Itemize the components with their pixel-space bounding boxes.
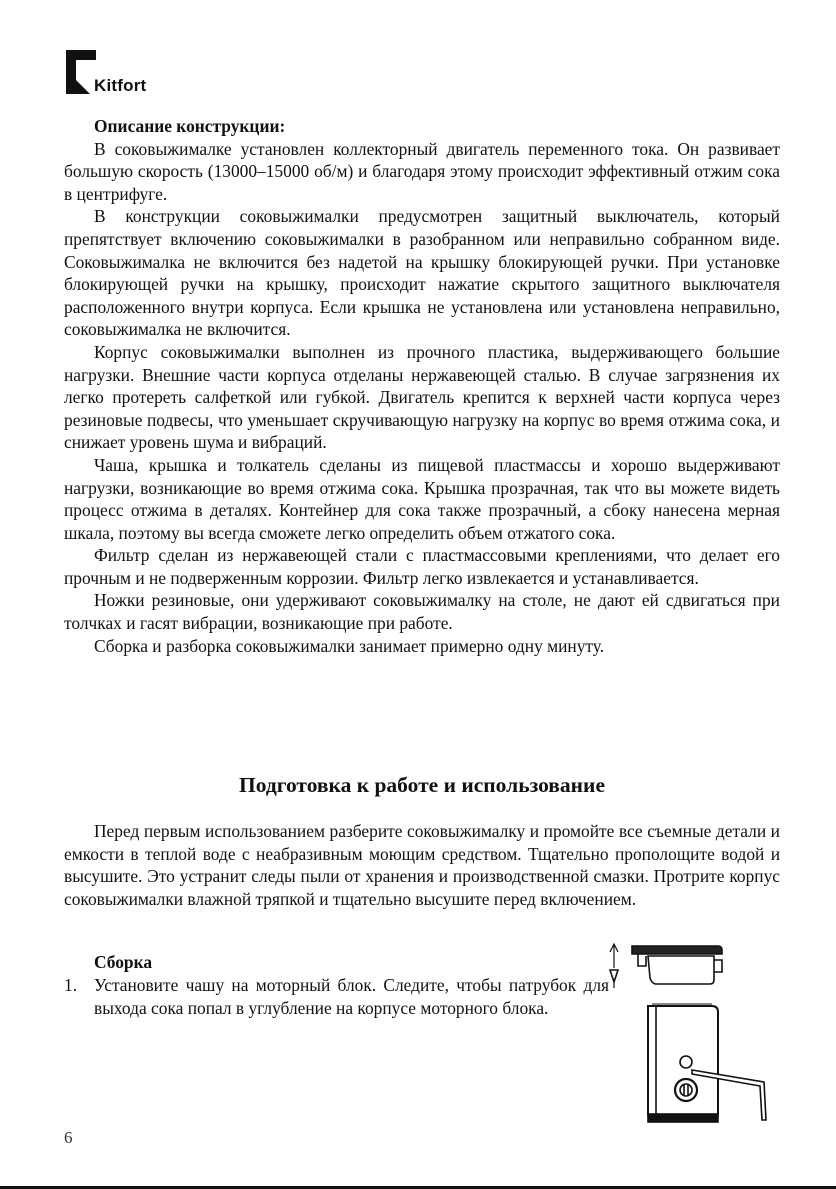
page-number: 6	[64, 1128, 73, 1147]
assembly-heading: Сборка	[94, 952, 153, 972]
section-intro	[64, 820, 780, 910]
list-item-number: 1.	[64, 975, 78, 995]
list-item-text: Установите чашу на моторный блок. Следите, чтобы патрубок для выхода сока попал в углубление на корпусе моторного блока.	[94, 975, 609, 1018]
paragraph: Чаша, крышка и толкатель сделаны из пищевой пластмассы и хорошо выдерживают нагрузки, возникающие во время отжима сока. Крышка прозрачная, так что вы можете видеть процесс отжима в деталях. Контейнер для сока также прозрачный, а сбоку нанесена мерная шкала, поэтому вы всегда сможете легко определить объем отжатого сока.	[64, 454, 780, 543]
juicer-assembly-illustration	[608, 938, 784, 1138]
paragraph: Ножки резиновые, они удерживают соковыжималку на столе, не дают ей сдвигаться при толчках и гасят вибрации, возникающие при работе.	[64, 590, 780, 634]
paragraph: В соковыжималке установлен коллекторный двигатель переменного тока. Он развивает большую скорость (13000–15000 об/м) и благодаря этому происходит эффективный отжим сока в центрифуге.	[64, 138, 780, 204]
paragraph: В конструкции соковыжималки предусмотрен защитный выключатель, который препятствует включению соковыжималки в разобранном или неправильно собранном виде. Соковыжималка не включится без надетой на крышку блокирующей ручки. При установке блокирующей ручки на крышку, происходит нажатие скрытого защитного выключателя расположенного внутри корпуса. Если крышка не установлена или установлена неправильно, соковыжималка не включится.	[64, 206, 780, 340]
paragraph: Корпус соковыжималки выполнен из прочного пластика, выдерживающего большие нагрузки. Внешние части корпуса отделаны нержавеющей сталью. В случае загрязнения их легко протереть салфеткой или губкой. Двигатель крепится к верхней части корпуса через резиновые подвесы, что уменьшает скручивающую нагрузку на корпус во время отжима сока, и снижает уровень шума и вибраций.	[64, 341, 780, 453]
paragraph: Фильтр сделан из нержавеющей стали с пластмассовыми креплениями, что делает его прочным и не подверженным коррозии. Фильтр легко извлекается и устанавливается.	[64, 545, 780, 588]
paragraph: Перед первым использованием разберите соковыжималку и промойте все съемные детали и емкости в теплой воде с неабразивным моющим средством. Тщательно прополощите водой и высушите. Это устранит следы пыли от хранения и производственной смазки. Протрите корпус соковыжималки влажной тряпкой и тщательно высушите перед включением.	[64, 821, 780, 909]
section-title: Подготовка к работе и использование	[239, 773, 605, 797]
section-construction	[64, 115, 780, 657]
list-item	[64, 974, 609, 1019]
paragraph: Сборка и разборка соковыжималки занимает примерно одну минуту.	[94, 635, 605, 656]
brand-name: Kitfort	[94, 76, 147, 95]
section-heading: Описание конструкции:	[94, 116, 286, 136]
